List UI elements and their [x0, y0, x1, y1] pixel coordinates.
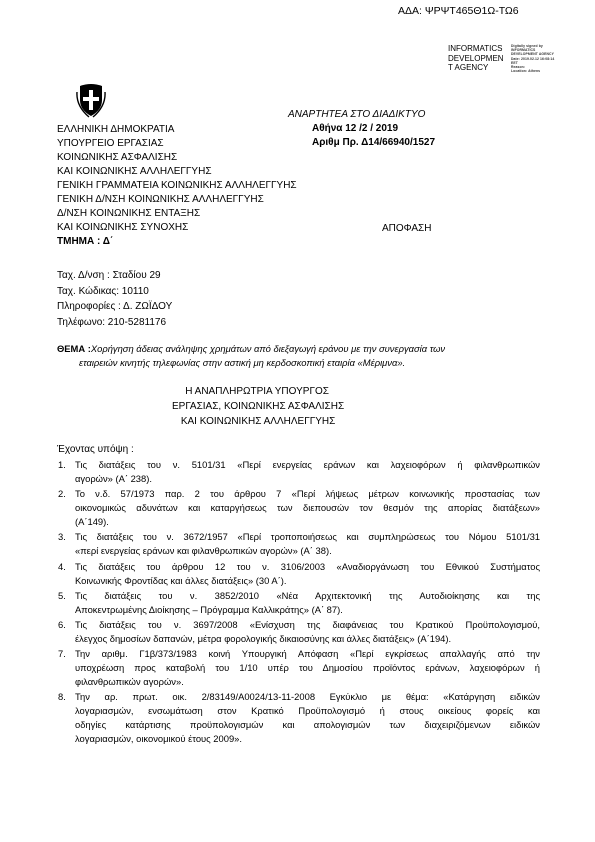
- item-text: οικονομικώς αδυνάτων και καταργήσεως των διεπουσών τον θεσμόν της απορίας διατάξεων»: [75, 502, 540, 513]
- item-text: Την αρ. πρωτ. οικ. 2/83149/Α0024/13-11-2008 Εγκύκλιο με θέμα: «Κατάργηση ειδικών: [75, 691, 540, 702]
- item-text: αγορών» (Α΄ 238).: [75, 473, 152, 484]
- protocol-number: Αριθμ Πρ. Δ14/66940/1527: [312, 137, 436, 148]
- item-text: Τις διατάξεις του ν. 3672/1957 «Περί τροποποιήσεως και συμπληρώσεως του Νόμου 5101/31: [75, 531, 540, 542]
- signature-detail: INFORMATICS: [511, 48, 536, 53]
- header-line: ΚΑΙ ΚΟΙΝΩΝΙΚΗΣ ΑΛΛΗΛΕΓΓΥΗΣ: [57, 166, 212, 177]
- signature-detail: DEVELOPMENT AGENCY: [511, 52, 554, 57]
- ada-code: ΑΔΑ: ΨΡΨΤ465Θ1Ω-ΤΩ6: [398, 5, 519, 17]
- signature-detail: Reason:: [511, 65, 526, 70]
- agency-signature: [448, 44, 504, 73]
- signature-detail: Digitally signed by: [511, 44, 543, 48]
- decision-label: ΑΠΟΦΑΣΗ: [382, 223, 432, 234]
- contact-line: Τηλέφωνο: 210-5281176: [57, 316, 167, 328]
- contact-line: Πληροφορίες : Δ. ΖΩΪΔΟΥ: [57, 301, 173, 312]
- header-line: ΚΟΙΝΩΝΙΚΗΣ ΑΣΦΑΛΙΣΗΣ: [57, 152, 178, 163]
- header-line: ΕΛΛΗΝΙΚΗ ΔΗΜΟΚΡΑΤΙΑ: [57, 124, 175, 135]
- item-number: 8.: [58, 691, 66, 702]
- signature-detail: EET: [511, 60, 518, 65]
- header-line: ΚΑΙ ΚΟΙΝΩΝΙΚΗΣ ΣΥΝΟΧΗΣ: [57, 222, 189, 233]
- item-text: Το ν.δ. 57/1973 παρ. 2 του άρθρου 7 «Περί λήψεως μέτρων κοινωνικής προστασίας των: [75, 488, 540, 499]
- item-number: 1.: [58, 459, 66, 470]
- item-text: οδηγίες κατάρτισης προϋπολογισμών και απολογισμών των διαχειριζόμενων ειδικών: [75, 719, 540, 730]
- item-text: Τις διατάξεις του άρθρου 12 του ν. 3106/2003 «Αναδιοργάνωση του Εθνικού Συστήματος: [75, 561, 540, 572]
- item-text: υποχρέωση προς καταβολή του 1/10 υπέρ του Δημοσίου προϊόντος εράνων, λαχειοφόρων ή: [75, 662, 540, 673]
- agency-name-line: T AGENCY: [448, 63, 489, 72]
- item-number: 2.: [58, 488, 66, 499]
- having-regard-heading: Έχοντας υπόψη :: [57, 444, 134, 455]
- header-line: ΓΕΝΙΚΗ ΓΡΑΜΜΑΤΕΙΑ ΚΟΙΝΩΝΙΚΗΣ ΑΛΛΗΛΕΓΓΥΗΣ: [57, 180, 297, 191]
- contact-line: Ταχ. Κώδικας: 10110: [57, 285, 149, 297]
- item-number: 3.: [58, 531, 66, 542]
- subject-label: ΘΕΜΑ :: [57, 343, 91, 354]
- item-text: λογαριασμών, οικονομικού έτους 2009».: [75, 733, 242, 744]
- contact-line: Ταχ. Δ/νση : Σταδίου 29: [57, 270, 161, 281]
- item-text: (Α΄149).: [75, 516, 109, 527]
- item-number: 5.: [58, 590, 66, 601]
- item-number: 6.: [58, 619, 66, 630]
- authority-block: [172, 384, 344, 429]
- post-online-notice: ΑΝΑΡΤΗΤΕΑ ΣΤΟ ΔΙΑΔΙΚΤΥΟ: [288, 109, 426, 120]
- subject-block: [57, 342, 445, 356]
- item-text: Τις διατάξεις του ν. 5101/31 «Περί ενεργείας εράνων και λαχειοφόρων ή φιλανθρωπικών: [75, 459, 540, 470]
- item-text: λογαριασμών, ενσωμάτωση στον Κρατικό Προϋπολογισμό ή στους οικείους φορείς και: [75, 705, 540, 716]
- item-text: φιλανθρωπικών αγορών».: [75, 676, 184, 687]
- agency-name-line: DEVELOPMEN: [448, 53, 504, 63]
- greek-coat-of-arms-icon: [76, 82, 106, 123]
- item-number: 4.: [58, 561, 66, 572]
- item-number: 7.: [58, 648, 66, 659]
- header-line: ΥΠΟΥΡΓΕΙΟ ΕΡΓΑΣΙΑΣ: [57, 138, 164, 149]
- subject-text-continued: εταιρειών κινητής τηλεφωνίας στην αστική μη κερδοσκοπική εταιρία «Μέριμνα».: [79, 357, 406, 368]
- document-date: Αθήνα 12 /2 / 2019: [312, 123, 399, 134]
- digital-signature-details: [511, 44, 554, 73]
- header-line: ΓΕΝΙΚΗ Δ/ΝΣΗ ΚΟΙΝΩΝΙΚΗΣ ΑΛΛΗΛΕΓΓΥΗΣ: [57, 194, 264, 205]
- header-line: Δ/ΝΣΗ ΚΟΙΝΩΝΙΚΗΣ ΕΝΤΑΞΗΣ: [57, 208, 201, 219]
- item-text: Τις διατάξεις του ν. 3697/2008 «Ενίσχυση της διαφάνειας του Κρατικού Προϋπολογισμού,: [75, 619, 540, 630]
- authority-line: Η ΑΝΑΠΛΗΡΩΤΡΙΑ ΥΠΟΥΡΓΟΣ: [185, 386, 329, 397]
- item-text: Την αριθμ. Γ1β/373/1983 κοινή Υπουργική Απόφαση «Περί εγκρίσεως απαλλαγής από την: [75, 648, 540, 659]
- item-text: Κοινωνικής Φροντίδας και άλλες διατάξεις» (30 Α΄).: [75, 575, 287, 586]
- item-text: Αποκεντρωμένης Διοίκησης – Πρόγραμμα Καλλικράτης» (Α΄ 87).: [75, 604, 343, 615]
- signature-detail: Location: Athens: [511, 69, 541, 74]
- signature-detail: Date: 2019.02.12 16:08:14: [511, 56, 555, 61]
- contact-block: [57, 268, 172, 330]
- subject-text: Χορήγηση άδειας ανάληψης χρημάτων από διεξαγωγή εράνου με την συνεργασία των: [90, 343, 446, 354]
- item-text: Τις διατάξεις του ν. 3852/2010 «Νέα Αρχιτεκτονική της Αυτοδιοίκησης και της: [75, 590, 540, 601]
- item-text: έλεγχος δημοσίων δαπανών, μέτρα φορολογικής δικαιοσύνης και άλλες διατάξεις» (Α΄194).: [75, 633, 452, 644]
- header-line: ΤΜΗΜΑ : Δ΄: [57, 236, 114, 247]
- agency-name-line: INFORMATICS: [448, 44, 503, 53]
- ministry-header: [57, 123, 297, 249]
- authority-line: ΚΑΙ ΚΟΙΝΩΝΙΚΗΣ ΑΛΛΗΛΕΓΓΥΗΣ: [180, 416, 336, 427]
- item-text: «περί ενεργείας εράνων και φιλανθρωπικών αγορών» (Α΄ 38).: [75, 545, 332, 556]
- authority-line: ΕΡΓΑΣΙΑΣ, ΚΟΙΝΩΝΙΚΗΣ ΑΣΦΑΛΙΣΗΣ: [172, 401, 345, 412]
